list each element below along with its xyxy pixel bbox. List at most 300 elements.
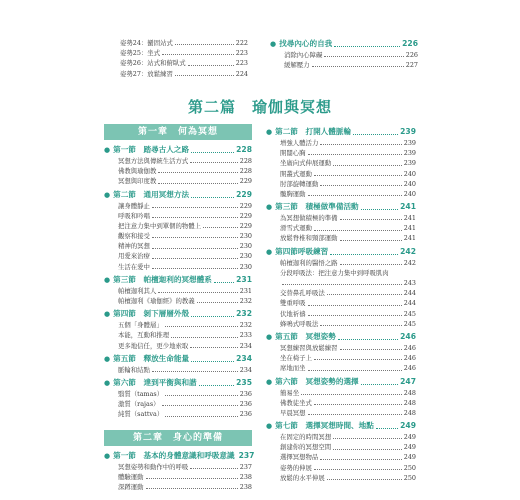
entry-title: 坐廣向式伸展運動: [280, 159, 332, 168]
toc-items: [104, 320, 252, 351]
entry-title: 更多地信任，更少地索取: [118, 341, 189, 350]
entry-page: 230: [239, 262, 252, 271]
toc-entry[interactable]: [280, 432, 416, 442]
dot-leader: [333, 449, 402, 450]
toc-entry[interactable]: [120, 38, 248, 48]
bullet-icon: ●: [266, 203, 273, 212]
entry-title: 把注意力集中到單個的物體上: [118, 221, 202, 230]
toc-entry[interactable]: [118, 296, 252, 306]
dot-leader: [312, 66, 404, 67]
toc-entry[interactable]: [280, 353, 416, 363]
bullet-icon: ●: [104, 451, 111, 460]
toc-section[interactable]: [104, 377, 252, 389]
entry-title: 選擇冥想物品: [280, 453, 319, 462]
entry-page: 245: [403, 319, 416, 328]
toc-entry[interactable]: [118, 389, 252, 399]
toc-entry[interactable]: [280, 258, 416, 268]
entry-title: 放鬆的水平伸展: [280, 473, 325, 482]
section-page: 229: [236, 189, 252, 199]
toc-section[interactable]: [266, 331, 416, 343]
entry-title: 讓身體靜止: [118, 201, 150, 210]
section-title: 找尋內心的自我: [279, 39, 333, 48]
toc-entry[interactable]: [118, 156, 252, 166]
entry-title: 冥想姿勢和動作中的呼吸: [118, 462, 189, 471]
bullet-icon: ●: [270, 40, 277, 48]
toc-section-group: [104, 189, 252, 272]
entry-page: 239: [403, 149, 416, 158]
section-page: 241: [400, 202, 416, 212]
dot-leader: [376, 428, 398, 429]
chapter-banner: 第一章 何為冥想: [104, 124, 252, 140]
entry-title: 帕檀迦利《瑜伽經》的教義: [118, 297, 195, 306]
dot-leader: [190, 347, 238, 348]
entry-page: 248: [403, 408, 416, 417]
entry-title: 開闊心胸: [280, 149, 306, 158]
entry-title: 消除內心障礙: [284, 50, 323, 59]
toc-entry[interactable]: [280, 298, 416, 308]
dot-leader: [361, 209, 399, 210]
toc-entry[interactable]: [280, 179, 416, 189]
toc-section[interactable]: [104, 308, 252, 320]
entry-title: 觀察和接受: [118, 232, 150, 241]
entry-page: 246: [403, 364, 416, 373]
toc-entry[interactable]: [118, 286, 252, 296]
toc-entry[interactable]: [118, 462, 252, 472]
toc-entry[interactable]: [118, 241, 252, 251]
entry-page: 229: [239, 201, 252, 210]
entry-title: 伏地祈禱: [280, 309, 306, 318]
entry-title: 緩解壓力: [284, 61, 310, 70]
entry-title: 體驗運動: [118, 472, 144, 481]
dot-leader: [308, 414, 402, 415]
dot-leader: [203, 227, 238, 228]
dot-leader: [190, 162, 238, 163]
toc-right-column: [266, 124, 416, 483]
toc-entry[interactable]: [120, 48, 248, 58]
entry-page: 227: [405, 61, 418, 70]
dot-leader: [320, 144, 401, 145]
toc-entry[interactable]: [280, 288, 416, 298]
entry-title: 冥想方法與傳統生活方式: [118, 156, 189, 165]
dot-leader: [308, 315, 402, 316]
entry-page: 230: [239, 242, 252, 251]
toc-section-group: [104, 377, 252, 420]
section-title: 第三節 積極做準備活動: [275, 202, 359, 212]
toc-section[interactable]: [266, 376, 416, 388]
toc-entry[interactable]: [118, 409, 252, 419]
bullet-icon: ●: [104, 190, 111, 199]
toc-section[interactable]: [266, 420, 416, 432]
entry-page: 246: [403, 343, 416, 352]
entry-page: 232: [239, 297, 252, 306]
toc-items: [270, 50, 418, 70]
toc-entry[interactable]: [280, 169, 416, 179]
entry-page: 248: [403, 388, 416, 397]
entry-page: 250: [403, 463, 416, 472]
dot-leader: [152, 258, 238, 259]
dot-leader: [158, 183, 237, 184]
entry-title: 冥想練習與放鬆練習: [280, 343, 338, 352]
toc-section[interactable]: [104, 144, 252, 156]
entry-title: 增強人體活力: [280, 138, 319, 147]
entry-title: 放鬆脊椎和頸部運動: [280, 234, 338, 243]
dot-leader: [327, 294, 402, 295]
toc-section[interactable]: [266, 201, 416, 213]
dot-leader: [199, 385, 235, 386]
toc-items: [266, 213, 416, 244]
bullet-icon: ●: [104, 379, 111, 387]
toc-entry[interactable]: [118, 252, 252, 262]
toc-entry[interactable]: [280, 148, 416, 158]
toc-entry[interactable]: [118, 166, 252, 176]
dot-leader: [152, 268, 238, 269]
dot-leader: [158, 292, 237, 293]
toc-entry[interactable]: [118, 330, 252, 340]
toc-items: [266, 432, 416, 483]
toc-items: [104, 365, 252, 375]
toc-entry[interactable]: [280, 363, 416, 373]
entry-page: 223: [235, 59, 248, 68]
dot-leader: [188, 65, 234, 66]
dot-leader: [158, 172, 237, 173]
entry-title: 精神的冥想: [118, 242, 150, 251]
toc-section-group: [266, 376, 416, 419]
dot-leader: [165, 326, 238, 327]
section-title: 第五節 冥想姿勢: [275, 332, 336, 341]
section-title: 第四節呼吸練習: [275, 246, 329, 256]
bullet-icon: ●: [266, 333, 273, 341]
section-page: 231: [236, 274, 252, 284]
toc-entry[interactable]: [280, 473, 416, 483]
dot-leader: [152, 217, 238, 218]
dot-leader: [152, 207, 238, 208]
dot-leader: [338, 339, 398, 340]
entry-page: 242: [403, 258, 416, 267]
toc-section[interactable]: [104, 274, 252, 286]
entry-page: 229: [239, 211, 252, 220]
entry-page: 228: [239, 167, 252, 176]
dot-leader: [308, 154, 402, 155]
entry-page: 248: [403, 398, 416, 407]
entry-page: 238: [239, 482, 252, 491]
entry-page: 233: [239, 331, 252, 340]
entry-page: 224: [235, 69, 248, 78]
section-page: 242: [400, 246, 416, 256]
toc-entry[interactable]: [118, 341, 252, 351]
entry-title: 分段呼吸法：把注意力集中到呼吸肌肉: [280, 268, 389, 277]
entry-title: 本能，互動和推理: [118, 331, 170, 340]
toc-entry[interactable]: [120, 58, 248, 68]
entry-page: 229: [239, 177, 252, 186]
toc-items: [104, 201, 252, 272]
toc-section-group: [266, 420, 416, 483]
dot-leader: [146, 478, 238, 479]
entry-title: 帕檀迦利的醫悟之路: [280, 258, 338, 267]
toc-section-group: [104, 308, 252, 351]
entry-page: 246: [403, 354, 416, 363]
entry-page: 245: [403, 309, 416, 318]
toc-section[interactable]: [270, 38, 418, 50]
dot-leader: [333, 438, 402, 439]
dot-leader: [340, 219, 402, 220]
entry-page: 236: [239, 389, 252, 398]
entry-page: 249: [403, 433, 416, 442]
toc-entry[interactable]: [118, 399, 252, 409]
toc-section-group: [266, 246, 416, 329]
toc-entry[interactable]: [120, 69, 248, 79]
entry-title: 用愛來治療: [118, 252, 150, 261]
dot-leader: [333, 165, 402, 166]
entry-title: 在固定的時間冥想: [280, 433, 332, 442]
section-page: 234: [236, 353, 252, 363]
dot-leader: [340, 240, 402, 241]
toc-section[interactable]: [266, 126, 416, 138]
entry-page: 241: [403, 214, 416, 223]
dot-leader: [191, 361, 234, 362]
section-title: 第二節 打開人體脈輪: [275, 127, 352, 136]
dot-leader: [314, 175, 402, 176]
section-title: 第二節 通用冥想方法: [113, 189, 190, 199]
entry-page: 226: [405, 50, 418, 59]
toc-entry[interactable]: [280, 398, 416, 408]
entry-title: 脈輪和結點: [118, 365, 150, 374]
dot-leader: [152, 371, 238, 372]
toc-entry[interactable]: [280, 453, 416, 463]
toc-entry[interactable]: [118, 231, 252, 241]
section-page: 226: [402, 39, 418, 48]
section-page: 249: [400, 421, 416, 431]
bullet-icon: ●: [266, 128, 273, 136]
entry-page: 243: [403, 279, 416, 288]
toc-entry[interactable]: [280, 319, 416, 329]
entry-title: 早晨冥想: [280, 408, 306, 417]
entry-page: 231: [239, 286, 252, 295]
entry-title: 肘部旋轉運動: [280, 179, 319, 188]
entry-page: 244: [403, 299, 416, 308]
dot-leader: [308, 195, 402, 196]
dot-leader: [301, 394, 402, 395]
entry-title: 冥想與印度教: [118, 177, 157, 186]
entry-page: 241: [403, 224, 416, 233]
dot-leader: [340, 264, 402, 265]
dot-leader: [171, 337, 238, 338]
dot-leader: [197, 302, 238, 303]
toc-entry[interactable]: [280, 463, 416, 473]
toc-section-group: [266, 201, 416, 244]
entry-page: 240: [403, 189, 416, 198]
entry-title: 為冥想做積極的準備: [280, 214, 338, 223]
dot-leader: [162, 54, 234, 55]
toc-section-group: [266, 126, 416, 199]
chapter-banner: 第二章 身心的準備: [104, 430, 252, 446]
toc-items: [104, 156, 252, 187]
dot-leader: [162, 405, 238, 406]
section-page: 247: [400, 376, 416, 386]
toc-entry[interactable]: [118, 472, 252, 482]
entry-title: 姿勢26：站式和俯臥式: [120, 59, 186, 68]
section-page: 235: [236, 378, 252, 387]
toc-entry[interactable]: [118, 211, 252, 221]
dot-leader: [314, 230, 402, 231]
entry-title: 帕檀迦利其人: [118, 286, 157, 295]
dot-leader: [327, 479, 402, 480]
section-title: 第七節 選擇冥想時間、地點: [275, 421, 374, 431]
toc-entry[interactable]: [284, 50, 418, 60]
toc-entry[interactable]: [118, 201, 252, 211]
entry-title: 席地而坐: [280, 364, 306, 373]
bullet-icon: ●: [266, 422, 273, 431]
dot-leader: [330, 254, 398, 255]
entry-title: 姿勢25：坐式: [120, 49, 161, 58]
entry-title: 滑雪式運動: [280, 224, 312, 233]
toc-entry[interactable]: [280, 189, 416, 199]
toc-section-group: [104, 144, 252, 187]
entry-title: 佛教徒坐式: [280, 398, 312, 407]
dot-leader: [175, 44, 234, 45]
dot-leader: [314, 404, 402, 405]
dot-leader: [191, 152, 234, 153]
dot-leader: [340, 349, 402, 350]
entry-title: 純質（sattva）: [118, 410, 164, 419]
toc-entry[interactable]: [280, 234, 416, 244]
dot-leader: [361, 384, 399, 385]
entry-title: 開叢式運動: [280, 169, 312, 178]
entry-page: 250: [403, 473, 416, 482]
dot-leader: [308, 305, 402, 306]
entry-page: 249: [403, 453, 416, 462]
entry-page: 237: [239, 462, 252, 471]
dot-leader: [308, 370, 402, 371]
entry-title: 蜂鳴式呼吸法: [280, 319, 319, 328]
dot-leader: [324, 56, 403, 57]
dot-leader: [320, 459, 401, 460]
section-page: 239: [400, 127, 416, 136]
dot-leader: [146, 488, 238, 489]
dot-leader: [191, 197, 234, 198]
toc-entry[interactable]: [280, 223, 416, 233]
entry-page: 234: [239, 341, 252, 350]
toc-entry[interactable]: [280, 343, 416, 353]
entry-title: 雙重呼吸: [280, 299, 306, 308]
entry-title: 創建你的冥想空間: [280, 443, 332, 452]
toc-items: [266, 343, 416, 374]
section-title: 第四節 剝下層層外殼: [113, 309, 190, 319]
dot-leader: [165, 395, 238, 396]
toc-entry[interactable]: [118, 262, 252, 272]
toc-entry[interactable]: [280, 408, 416, 418]
part-title: 第二篇 瑜伽與冥想: [187, 98, 332, 116]
toc-entry[interactable]: [280, 138, 416, 148]
bullet-icon: ●: [104, 275, 111, 284]
section-title: 第六節 達到平衡與和諧: [113, 378, 197, 387]
entry-page: 239: [403, 159, 416, 168]
toc-items: [104, 462, 252, 493]
toc-entry[interactable]: [280, 309, 416, 319]
entry-title: 激質（rajas）: [118, 400, 160, 409]
entry-title: 簡易坐: [280, 388, 300, 397]
dot-leader: [320, 185, 401, 186]
section-title: 第一節 踏尋古人之路: [113, 145, 190, 154]
dot-leader: [175, 75, 234, 76]
toc-section[interactable]: [104, 189, 252, 201]
toc-section-group: [266, 331, 416, 374]
toc-items: [266, 138, 416, 199]
entry-page: 236: [239, 400, 252, 409]
dot-leader: [165, 416, 238, 417]
entry-page: 240: [403, 169, 416, 178]
entry-page: 241: [403, 234, 416, 243]
entry-page: 249: [403, 443, 416, 452]
toc-entry[interactable]: [118, 365, 252, 375]
toc-entry[interactable]: [284, 60, 418, 70]
bullet-icon: ●: [104, 354, 111, 363]
toc-left-column: [104, 124, 255, 492]
bullet-icon: ●: [104, 310, 111, 319]
toc-entry[interactable]: [280, 158, 416, 168]
entry-title: 翳質（tamas）: [118, 389, 164, 398]
toc-entry[interactable]: [280, 442, 416, 452]
entry-title: 呼吸和吟唱: [118, 211, 150, 220]
entry-page: 244: [403, 289, 416, 298]
entry-title: 深蹲運動: [118, 482, 144, 491]
toc-items: [104, 286, 252, 306]
entry-page: 234: [239, 365, 252, 374]
toc-entry[interactable]: [118, 320, 252, 330]
section-title: 第一節 基本的身體意識和呼吸意識: [113, 450, 235, 460]
toc-section[interactable]: [104, 353, 252, 365]
dot-leader: [353, 134, 398, 135]
entry-page: 229: [239, 221, 252, 230]
entry-page: 236: [239, 410, 252, 419]
bullet-icon: ●: [266, 377, 273, 386]
section-title: 第五節 釋放生命能量: [113, 353, 190, 363]
bullet-icon: ●: [266, 247, 273, 256]
entry-title: 佛教與瑜伽教: [118, 167, 157, 176]
section-title: 第三節 帕檀迦利的冥想體系: [113, 274, 212, 284]
entry-title: 五個「身體層」: [118, 321, 163, 330]
toc-section-group: [104, 450, 255, 493]
toc-entry[interactable]: [118, 176, 252, 186]
entry-title: 坐在椅子上: [280, 354, 312, 363]
dot-leader: [320, 325, 401, 326]
dot-leader: [214, 282, 234, 283]
section-page: 237: [238, 450, 255, 460]
entry-page: 238: [239, 472, 252, 481]
entry-page: 230: [239, 252, 252, 261]
bullet-icon: ●: [104, 146, 111, 154]
section-page: 228: [236, 145, 252, 154]
entry-title: 生活在愛中: [118, 262, 150, 271]
dot-leader: [314, 359, 402, 360]
dot-leader: [152, 237, 238, 238]
entry-page: 240: [403, 179, 416, 188]
entry-page: 222: [235, 38, 248, 47]
toc-entry[interactable]: [118, 482, 252, 492]
toc-entry[interactable]: [280, 278, 416, 288]
toc-entry[interactable]: [280, 388, 416, 398]
toc-section[interactable]: [104, 450, 255, 462]
toc-entry[interactable]: [280, 268, 416, 278]
entry-page: 239: [403, 138, 416, 147]
section-page: 246: [400, 332, 416, 341]
toc-section[interactable]: [266, 246, 416, 258]
toc-section-group: [104, 274, 252, 306]
dot-leader: [191, 316, 234, 317]
section-title: 第六節 冥想姿勢的選擇: [275, 376, 359, 386]
toc-entry[interactable]: [280, 213, 416, 223]
toc-entry[interactable]: [118, 221, 252, 231]
entry-title: 交替鼻孔呼吸法: [280, 289, 325, 298]
